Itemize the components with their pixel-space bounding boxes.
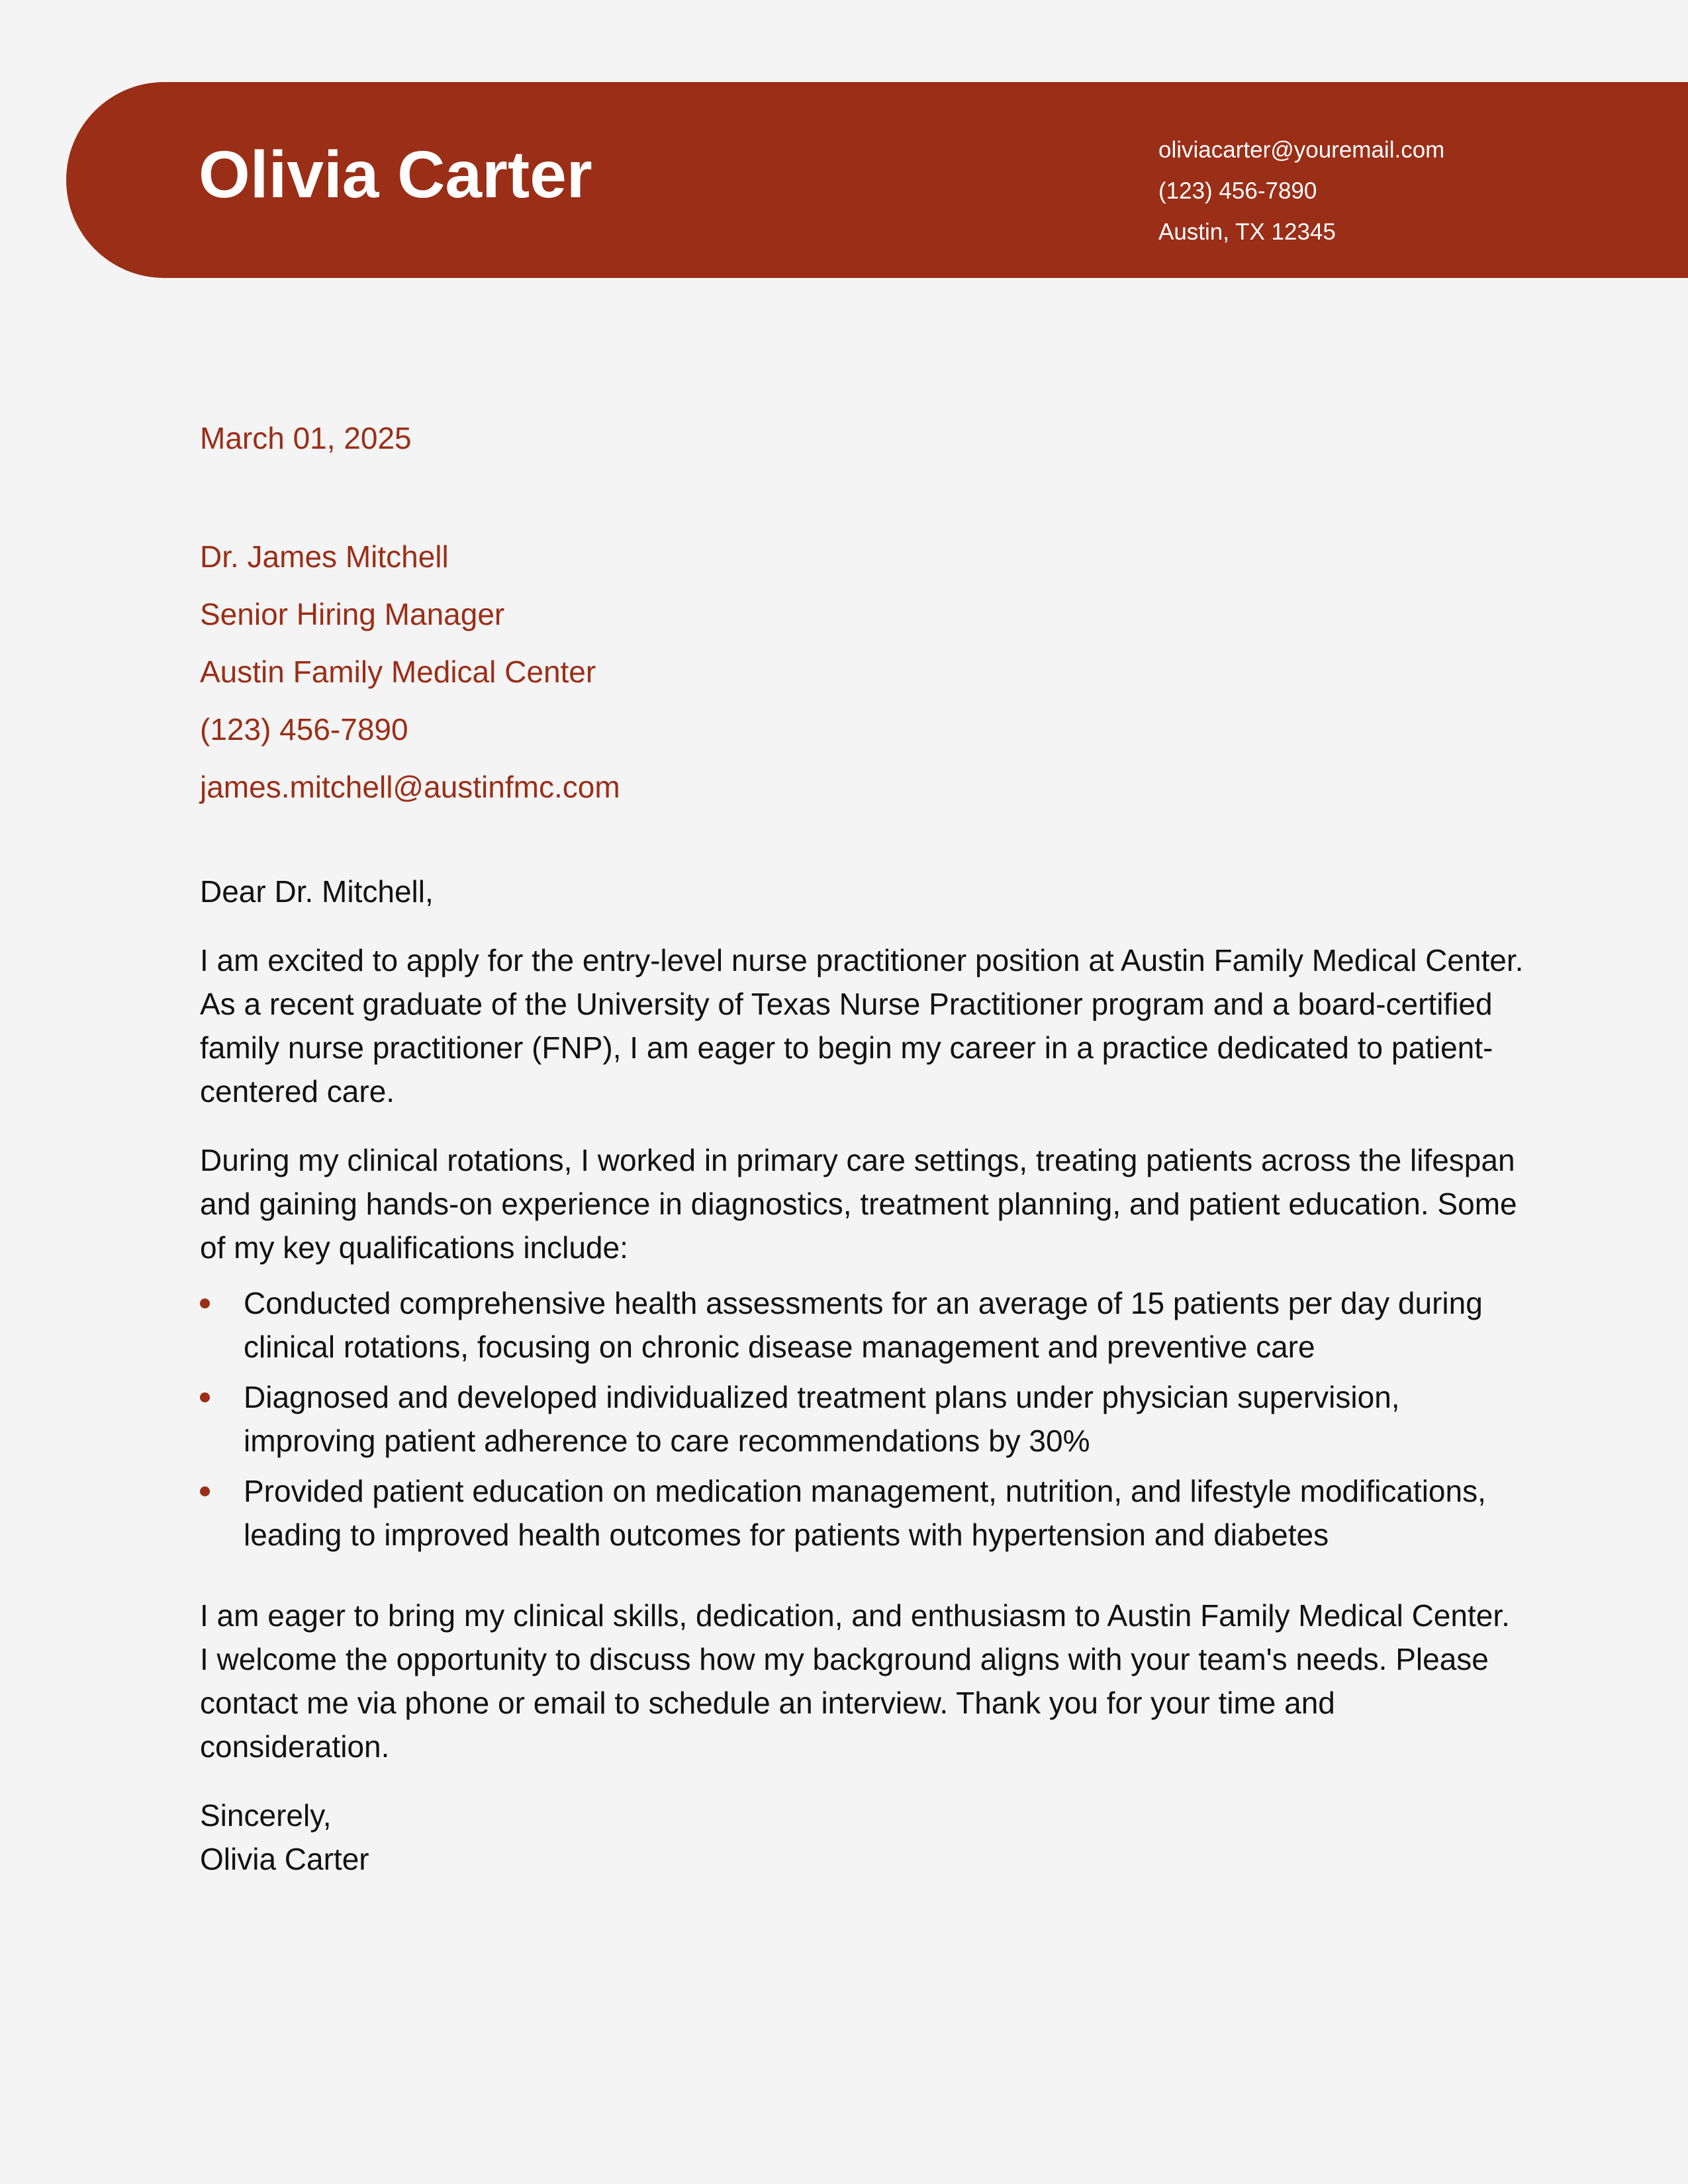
list-item-text: Conducted comprehensive health assessments for an average of 15 patients per day during clinical rotations, focusing on chronic disease management and preventive care bbox=[244, 1286, 1483, 1364]
header-band bbox=[66, 82, 1688, 278]
recipient-title: Senior Hiring Manager bbox=[200, 597, 505, 631]
signature: Olivia Carter bbox=[200, 1842, 369, 1876]
bullet-dot-icon bbox=[200, 1298, 210, 1308]
applicant-name: Olivia Carter bbox=[199, 138, 592, 212]
salutation: Dear Dr. Mitchell, bbox=[200, 874, 434, 909]
recipient-company: Austin Family Medical Center bbox=[200, 655, 596, 689]
list-item bbox=[200, 1375, 1524, 1463]
letter-body bbox=[200, 870, 1524, 1881]
applicant-email: oliviacarter@youremail.com bbox=[1158, 137, 1445, 163]
list-item-text: Diagnosed and developed individualized treatment plans under physician supervision, improving patient adherence to care recommendations by 30% bbox=[244, 1380, 1400, 1458]
bullet-dot-icon bbox=[200, 1392, 210, 1402]
letter-date: March 01, 2025 bbox=[200, 421, 412, 455]
recipient-name: Dr. James Mitchell bbox=[200, 539, 449, 574]
applicant-phone: (123) 456-7890 bbox=[1158, 178, 1317, 204]
recipient-phone: (123) 456-7890 bbox=[200, 712, 408, 747]
header-contact bbox=[1158, 130, 1444, 253]
qualifications-list bbox=[200, 1281, 1524, 1557]
recipient-email: james.mitchell@austinfmc.com bbox=[200, 770, 620, 804]
bullet-dot-icon bbox=[200, 1486, 210, 1496]
body-paragraph: I am excited to apply for the entry-level nurse practitioner position at Austin Family Medical Center. As a recent graduate of the University of Texas Nurse Practitioner program and a board-certified family nurse practitioner (FNP), I am eager to begin my career in a practice dedicated to patient-centered care. bbox=[200, 943, 1524, 1109]
body-paragraph: During my clinical rotations, I worked in primary care settings, treating patients across the lifespan and gaining hands-on experience in diagnostics, treatment planning, and patient education. Some of my key qualifications include: bbox=[200, 1143, 1517, 1265]
list-item-text: Provided patient education on medication management, nutrition, and lifestyle modifications, leading to improved health outcomes for patients with hypertension and diabetes bbox=[244, 1474, 1486, 1552]
applicant-location: Austin, TX 12345 bbox=[1158, 219, 1336, 245]
list-item bbox=[200, 1469, 1524, 1557]
closing-paragraph: I am eager to bring my clinical skills, dedication, and enthusiasm to Austin Family Medical Center. I welcome the opportunity to discuss how my background aligns with your team's needs. Please contact me via phone or email to schedule an interview. Thank you for your time and consideration. bbox=[200, 1598, 1510, 1764]
signoff: Sincerely, bbox=[200, 1798, 332, 1833]
list-item bbox=[200, 1281, 1524, 1369]
recipient-block bbox=[200, 528, 620, 816]
